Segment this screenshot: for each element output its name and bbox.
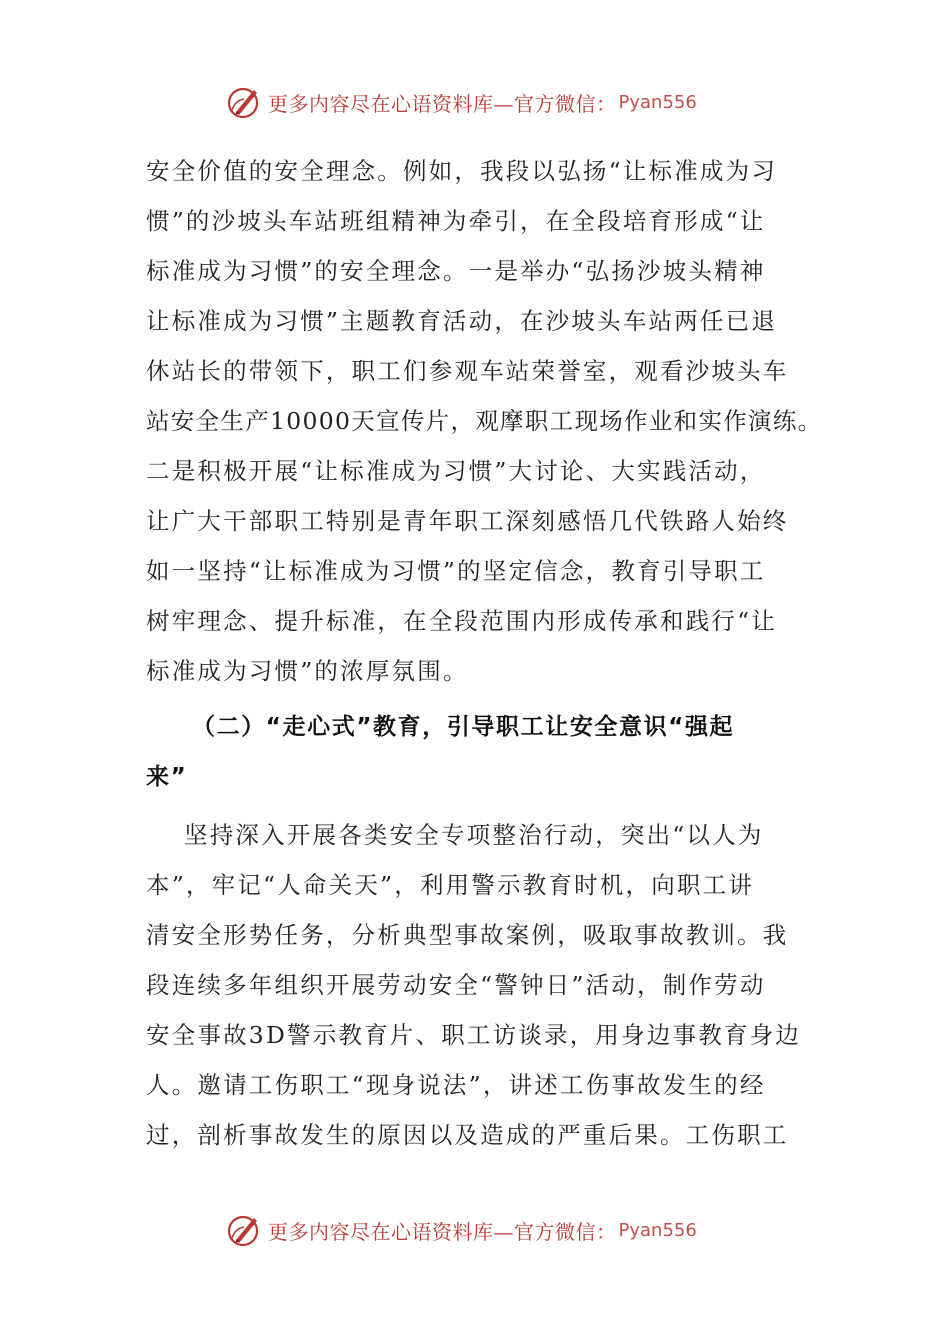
paragraph-2-line: 清安全形势任务，分析典型事故案例，吸取事故教训。我 — [146, 921, 789, 949]
pen-logo-icon — [224, 82, 264, 122]
paragraph-2-line: 本”，牢记“人命关天”，利用警示教育时机，向职工讲 — [146, 871, 755, 899]
paragraph-1-line: 让标准成为习惯”主题教育活动，在沙坡头车站两任已退 — [146, 307, 778, 335]
paragraph-1-line: 二是积极开展“让标准成为习惯”大讨论、大实践活动， — [146, 457, 766, 485]
watermark-text: 更多内容尽在心语资料库—官方微信： — [268, 1219, 617, 1244]
paragraph-1-line: 标准成为习惯”的浓厚氛围。 — [146, 657, 469, 685]
section-heading: （二）“走心式”教育，引导职工让安全意识“强起 — [192, 714, 735, 740]
pen-logo-icon — [224, 1210, 264, 1250]
paragraph-2-line: 安全事故3D警示教育片、职工访谈录，用身边事教育身边 — [146, 1021, 801, 1049]
paragraph-1-line: 标准成为习惯”的安全理念。一是举办“弘扬沙坡头精神 — [146, 257, 766, 285]
watermark-wechat-id: Pyan556 — [618, 91, 697, 113]
watermark-text: 更多内容尽在心语资料库—官方微信： — [268, 91, 617, 116]
paragraph-1-line: 如一坚持“让标准成为习惯”的坚定信念，教育引导职工 — [146, 557, 766, 585]
paragraph-1-line: 让广大干部职工特别是青年职工深刻感悟几代铁路人始终 — [146, 507, 789, 535]
paragraph-1-line: 安全价值的安全理念。例如，我段以弘扬“让标准成为习 — [146, 157, 778, 185]
paragraph-2-line: 过，剖析事故发生的原因以及造成的严重后果。工伤职工 — [146, 1121, 789, 1149]
paragraph-2-line: 坚持深入开展各类安全专项整治行动，突出“以人为 — [184, 821, 764, 849]
paragraph-2-line: 人。邀请工伤职工“现身说法”，讲述工伤事故发生的经 — [146, 1071, 766, 1099]
paragraph-1-line: 树牢理念、提升标准，在全段范围内形成传承和践行“让 — [146, 607, 778, 635]
watermark-banner-bottom — [0, 1210, 950, 1250]
section-heading: 来” — [146, 764, 188, 790]
paragraph-1-line: 休站长的带领下，职工们参观车站荣誉室，观看沙坡头车 — [146, 357, 789, 385]
paragraph-1-line: 惯”的沙坡头车站班组精神为牵引，在全段培育形成“让 — [146, 207, 766, 235]
paragraph-2-line: 段连续多年组织开展劳动安全“警钟日”活动，制作劳动 — [146, 971, 766, 999]
watermark-wechat-id: Pyan556 — [618, 1219, 697, 1241]
paragraph-1-line: 站安全生产10000天宣传片，观摩职工现场作业和实作演练。 — [146, 407, 823, 435]
watermark-banner-top — [0, 82, 950, 122]
